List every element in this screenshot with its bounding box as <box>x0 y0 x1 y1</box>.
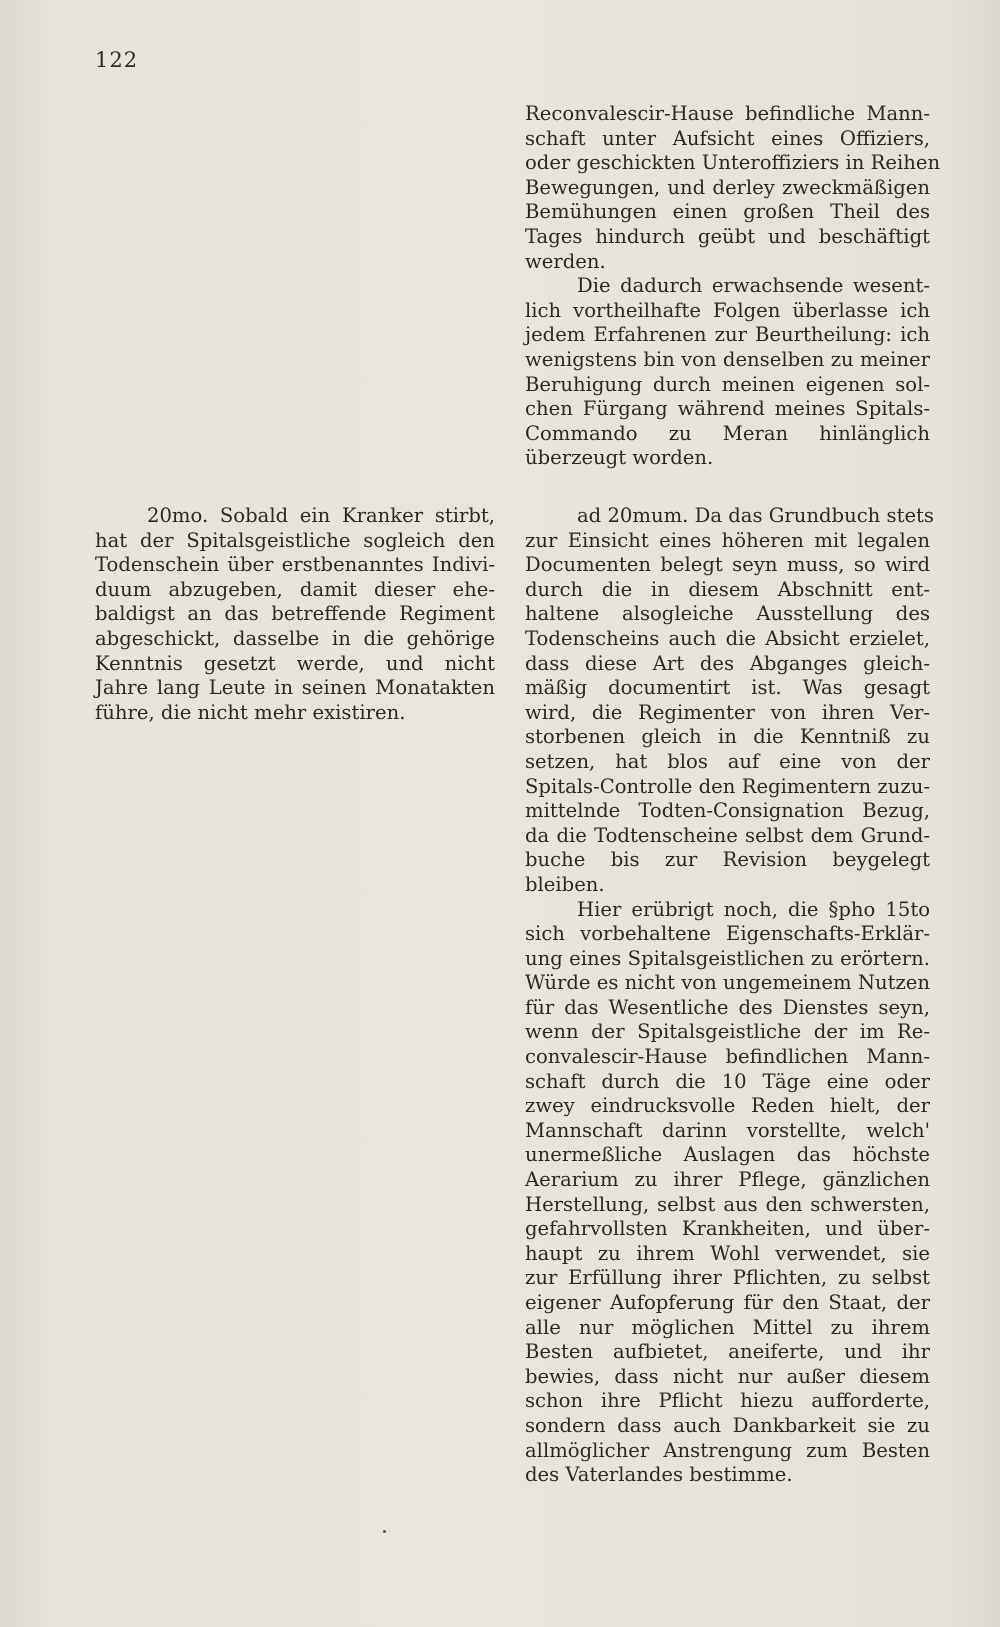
text-line: lich vortheilhafte Folgen überlasse ich <box>525 298 930 322</box>
text-line: wenn der Spitalsgeistliche der im Re- <box>525 1020 930 1044</box>
text-line: abgeschickt, dasselbe in die gehörige <box>95 626 495 650</box>
text-line: alle nur möglichen Mittel zu ihrem <box>525 1315 930 1339</box>
text-line: Tages hindurch geübt und beschäftigt <box>525 224 930 248</box>
text-line: unermeßliche Auslagen das höchste <box>525 1143 930 1167</box>
text-line: Reconvalescir-Hause befindliche Mann- <box>525 102 930 125</box>
text-line: Bemühungen einen großen Theil des <box>525 200 930 224</box>
text-line: baldigst an das betreffende Regiment <box>95 602 495 626</box>
text-line: Todenschein über erstbenanntes Indivi- <box>95 553 495 577</box>
text-line: wenigstens bin von denselben zu meiner <box>525 347 930 371</box>
left-column-text <box>95 504 495 725</box>
text-line: schon ihre Pflicht hiezu aufforderte, <box>525 1389 930 1413</box>
text-line: ad 20mum. Da das Grundbuch stets <box>577 504 934 527</box>
text-line: zur Erfüllung ihrer Pflichten, zu selbst <box>525 1266 930 1290</box>
text-line: sondern dass auch Dankbarkeit sie zu <box>525 1413 930 1437</box>
text-line: Bewegungen, und derley zweckmäßigen <box>525 175 930 199</box>
text-line: bewies, dass nicht nur außer diesem <box>525 1364 930 1388</box>
text-line: Mannschaft darinn vorstellte, welch' <box>525 1118 930 1142</box>
text-line: Kenntnis gesetzt werde, und nicht <box>95 651 495 675</box>
text-line: chen Fürgang während meines Spitals- <box>525 397 930 421</box>
text-line: buche bis zur Revision beygelegt <box>525 848 930 872</box>
text-line: da die Todtenscheine selbst dem Grund- <box>525 823 930 847</box>
text-line: zur Einsicht eines höheren mit legalen <box>525 528 930 552</box>
text-line: Documenten belegt seyn muss, so wird <box>525 553 930 577</box>
text-line: mittelnde Todten-Consignation Bezug, <box>525 799 930 823</box>
text-line: mäßig documentirt ist. Was gesagt <box>525 676 930 700</box>
text-line: ung eines Spitalsgeistlichen zu erörtern. <box>525 946 930 970</box>
text-line: Beruhigung durch meinen eigenen sol- <box>525 372 930 396</box>
text-line: setzen, hat blos auf eine von der <box>525 749 930 773</box>
text-line: duum abzugeben, damit dieser ehe- <box>95 577 495 601</box>
page-number: 122 <box>95 48 139 72</box>
text-line: wird, die Regimenter von ihren Ver- <box>525 700 930 724</box>
text-line: haltene alsogleiche Ausstellung des <box>525 602 930 626</box>
text-line: eigener Aufopferung für den Staat, der <box>525 1291 930 1314</box>
text-line: für das Wesentliche des Dienstes seyn, <box>525 995 930 1019</box>
text-line: bleiben. <box>525 872 605 896</box>
text-line: Aerarium zu ihrer Pflege, gänzlichen <box>525 1168 930 1192</box>
right-column-lower-text <box>525 504 934 1488</box>
text-line: haupt zu ihrem Wohl verwendet, sie <box>525 1241 930 1265</box>
text-line: durch die in diesem Abschnitt ent- <box>525 577 930 601</box>
text-line: Jahre lang Leute in seinen Monatakten <box>95 676 495 700</box>
text-line: jedem Erfahrenen zur Beurtheilung: ich <box>525 323 930 347</box>
text-line: überzeugt worden. <box>525 446 714 470</box>
right-column-top-text <box>525 102 941 471</box>
text-line: des Vaterlandes bestimme. <box>525 1463 793 1487</box>
text-line: 20mo. Sobald ein Kranker stirbt, <box>147 504 495 527</box>
text-line: führe, die nicht mehr existiren. <box>95 700 406 724</box>
text-line: schaft durch die 10 Täge eine oder <box>525 1069 930 1093</box>
text-line: gefahrvollsten Krankheiten, und über- <box>525 1217 930 1241</box>
text-line: schaft unter Aufsicht eines Offiziers, <box>525 126 930 150</box>
text-line: Besten aufbietet, aneiferte, und ihr <box>525 1340 930 1364</box>
text-line: Todenscheins auch die Absicht erzielet, <box>525 626 930 650</box>
text-line: Würde es nicht von ungemeinem Nutzen <box>525 971 930 995</box>
text-line: Herstellung, selbst aus den schwersten, <box>525 1192 930 1216</box>
text-line: Commando zu Meran hinlänglich <box>525 421 930 445</box>
text-line: hat der Spitalsgeistliche sogleich den <box>95 528 495 552</box>
text-line: werden. <box>525 249 606 273</box>
text-line: Spitals-Controlle den Regimentern zuzu- <box>525 774 930 798</box>
text-line: dass diese Art des Abganges gleich- <box>525 651 930 675</box>
text-line: sich vorbehaltene Eigenschafts-Erklär- <box>525 922 930 946</box>
text-line: zwey eindrucksvolle Reden hielt, der <box>525 1094 930 1118</box>
text-line: Die dadurch erwachsende wesent- <box>577 274 930 298</box>
text-line: Hier erübrigt noch, die §pho 15to <box>577 897 930 921</box>
ink-speck <box>383 1530 386 1533</box>
text-line: allmöglicher Anstrengung zum Besten <box>525 1438 930 1462</box>
text-line: oder geschickten Unteroffiziers in Reihen <box>525 151 941 175</box>
text-line: convalescir-Hause befindlichen Mann- <box>525 1045 930 1069</box>
text-line: storbenen gleich in die Kenntniß zu <box>525 725 930 749</box>
